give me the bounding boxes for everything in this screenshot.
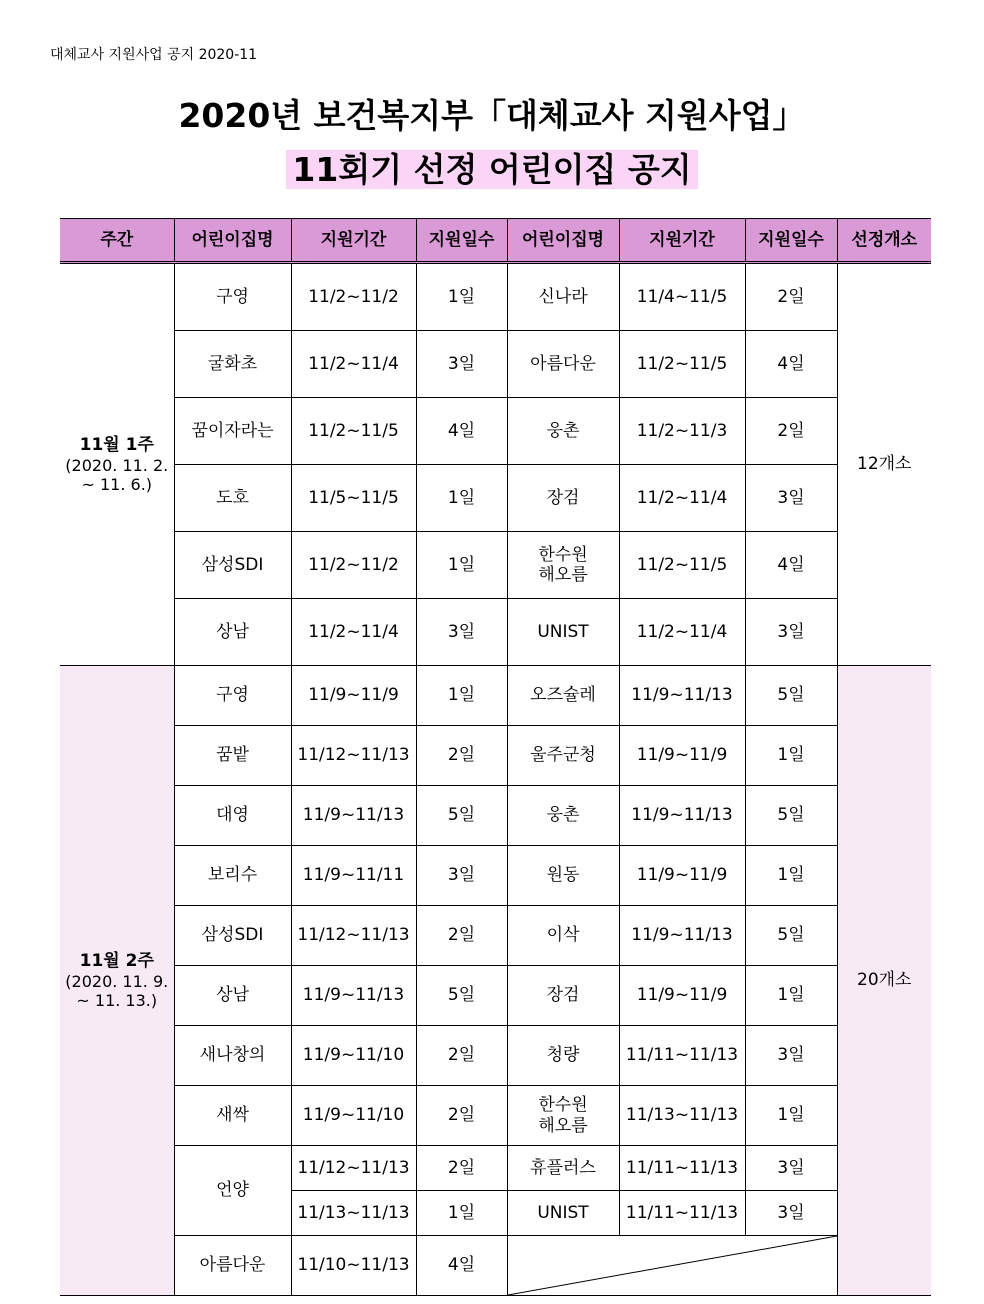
table-row	[60, 331, 931, 398]
week2-cell	[60, 666, 174, 1296]
support-days: 4일	[416, 1236, 507, 1296]
header-period-2: 지원기간	[619, 219, 745, 263]
support-days: 2일	[416, 1146, 507, 1191]
week-label: 11월 2주	[79, 951, 154, 972]
daycare-name: 상남	[174, 966, 291, 1026]
support-days: 2일	[416, 1026, 507, 1086]
support-days-2: 1일	[745, 846, 837, 906]
table-row	[60, 726, 931, 786]
page-title: 2020년 보건복지부「대체교사 지원사업」	[178, 96, 806, 135]
table-row	[60, 1086, 931, 1146]
daycare-name-2: 휴플러스	[507, 1146, 619, 1191]
daycare-name-2: 원동	[507, 846, 619, 906]
support-days-2: 1일	[745, 1086, 837, 1146]
support-days-2: 3일	[745, 599, 837, 666]
daycare-name-2: 아름다운	[507, 331, 619, 398]
support-days: 1일	[416, 532, 507, 599]
empty-diagonal-cell	[507, 1236, 837, 1296]
week-range-end: ~ 11. 6.)	[81, 474, 153, 494]
week-range-start: (2020. 11. 9.	[65, 971, 169, 991]
support-period-2: 11/11~11/13	[619, 1026, 745, 1086]
support-period: 11/2~11/2	[291, 263, 416, 331]
support-days: 1일	[416, 465, 507, 532]
diagonal-line	[508, 1236, 837, 1295]
daycare-name: 대영	[174, 786, 291, 846]
table-row	[60, 599, 931, 666]
selection-table	[60, 218, 931, 1296]
table-row	[60, 1026, 931, 1086]
daycare-name: 삼성SDI	[174, 906, 291, 966]
daycare-name: 굴화초	[174, 331, 291, 398]
table-row	[60, 906, 931, 966]
header-week: 주간	[60, 219, 174, 263]
support-days: 1일	[416, 1191, 507, 1236]
support-period: 11/10~11/13	[291, 1236, 416, 1296]
support-period-2: 11/9~11/9	[619, 966, 745, 1026]
support-period: 11/9~11/10	[291, 1086, 416, 1146]
support-period: 11/12~11/13	[291, 906, 416, 966]
support-period-2: 11/9~11/13	[619, 786, 745, 846]
table-header-row	[60, 219, 931, 263]
header-period: 지원기간	[291, 219, 416, 263]
subtitle-highlight: 11회기 선정 어린이집 공지	[286, 150, 697, 189]
support-days: 3일	[416, 331, 507, 398]
support-days-2: 5일	[745, 666, 837, 726]
support-period: 11/9~11/9	[291, 666, 416, 726]
table-row	[60, 846, 931, 906]
support-period-2: 11/9~11/9	[619, 726, 745, 786]
support-period-2: 11/2~11/4	[619, 599, 745, 666]
daycare-name-2: 울주군청	[507, 726, 619, 786]
support-days: 2일	[416, 1086, 507, 1146]
daycare-name: 보리수	[174, 846, 291, 906]
support-days: 3일	[416, 846, 507, 906]
daycare-name-2: 웅촌	[507, 786, 619, 846]
support-days-2: 3일	[745, 1191, 837, 1236]
support-days: 3일	[416, 599, 507, 666]
table-row	[60, 1236, 931, 1296]
daycare-name-2: 장검	[507, 465, 619, 532]
daycare-name-2: UNIST	[507, 1191, 619, 1236]
daycare-name: 아름다운	[174, 1236, 291, 1296]
table-row	[60, 398, 931, 465]
daycare-name-2: 장검	[507, 966, 619, 1026]
support-days: 2일	[416, 906, 507, 966]
support-days-2: 3일	[745, 465, 837, 532]
support-days-2: 4일	[745, 532, 837, 599]
table-row	[60, 532, 931, 599]
support-days-2: 5일	[745, 906, 837, 966]
support-period-2: 11/2~11/3	[619, 398, 745, 465]
daycare-name: 꿈밭	[174, 726, 291, 786]
daycare-name-2: 청량	[507, 1026, 619, 1086]
daycare-name-2: 한수원 해오름	[507, 532, 619, 599]
support-period-2: 11/9~11/13	[619, 906, 745, 966]
daycare-name: 꿈이자라는	[174, 398, 291, 465]
support-days-2: 4일	[745, 331, 837, 398]
week-range-start: (2020. 11. 2.	[65, 455, 169, 475]
support-period-2: 11/9~11/9	[619, 846, 745, 906]
support-days-2: 3일	[745, 1026, 837, 1086]
daycare-name-2: 웅촌	[507, 398, 619, 465]
header-daycare-name: 어린이집명	[174, 219, 291, 263]
daycare-name: 새싹	[174, 1086, 291, 1146]
support-period-2: 11/2~11/5	[619, 331, 745, 398]
support-period: 11/9~11/10	[291, 1026, 416, 1086]
daycare-name: 언양	[174, 1146, 291, 1236]
support-days-2: 1일	[745, 726, 837, 786]
daycare-name-2: UNIST	[507, 599, 619, 666]
daycare-name-2: 오즈슐레	[507, 666, 619, 726]
header-daycare-name-2: 어린이집명	[507, 219, 619, 263]
support-days-2: 3일	[745, 1146, 837, 1191]
document-note: 대체교사 지원사업 공지 2020-11	[50, 47, 258, 63]
header-days: 지원일수	[416, 219, 507, 263]
table-row	[60, 1146, 931, 1191]
daycare-name-2: 이삭	[507, 906, 619, 966]
support-period-2: 11/4~11/5	[619, 263, 745, 331]
week-label: 11월 1주	[79, 435, 154, 456]
page-subtitle	[0, 144, 984, 191]
support-period: 11/2~11/2	[291, 532, 416, 599]
support-period: 11/2~11/5	[291, 398, 416, 465]
support-period-2: 11/11~11/13	[619, 1191, 745, 1236]
support-days: 5일	[416, 966, 507, 1026]
daycare-name: 도호	[174, 465, 291, 532]
daycare-name: 상남	[174, 599, 291, 666]
support-days-2: 2일	[745, 398, 837, 465]
daycare-name-2: 신나라	[507, 263, 619, 331]
table-row	[60, 263, 931, 331]
support-period: 11/12~11/13	[291, 1146, 416, 1191]
support-days: 4일	[416, 398, 507, 465]
table-row	[60, 966, 931, 1026]
support-period-2: 11/2~11/4	[619, 465, 745, 532]
support-period: 11/9~11/13	[291, 966, 416, 1026]
daycare-name: 새나창의	[174, 1026, 291, 1086]
daycare-name: 삼성SDI	[174, 532, 291, 599]
support-days: 1일	[416, 263, 507, 331]
week2-selected-count: 20개소	[837, 666, 931, 1296]
week1-cell	[60, 263, 174, 666]
support-period: 11/12~11/13	[291, 726, 416, 786]
support-days-2: 1일	[745, 966, 837, 1026]
support-period: 11/9~11/11	[291, 846, 416, 906]
support-period-2: 11/9~11/13	[619, 666, 745, 726]
daycare-name: 구영	[174, 666, 291, 726]
header-days-2: 지원일수	[745, 219, 837, 263]
support-period: 11/2~11/4	[291, 331, 416, 398]
table-row	[60, 666, 931, 726]
support-period-2: 11/13~11/13	[619, 1086, 745, 1146]
week-range-end: ~ 11. 13.)	[76, 990, 158, 1010]
table-row	[60, 465, 931, 532]
support-period-2: 11/11~11/13	[619, 1146, 745, 1191]
week1-selected-count: 12개소	[837, 263, 931, 666]
support-period-2: 11/2~11/5	[619, 532, 745, 599]
header-selected-count: 선정개소	[837, 219, 931, 263]
support-period: 11/13~11/13	[291, 1191, 416, 1236]
support-period: 11/9~11/13	[291, 786, 416, 846]
daycare-name: 구영	[174, 263, 291, 331]
support-days: 1일	[416, 666, 507, 726]
table-row	[60, 786, 931, 846]
support-days: 2일	[416, 726, 507, 786]
support-days-2: 2일	[745, 263, 837, 331]
support-days-2: 5일	[745, 786, 837, 846]
daycare-name-2: 한수원 해오름	[507, 1086, 619, 1146]
support-period: 11/5~11/5	[291, 465, 416, 532]
support-period: 11/2~11/4	[291, 599, 416, 666]
support-days: 5일	[416, 786, 507, 846]
